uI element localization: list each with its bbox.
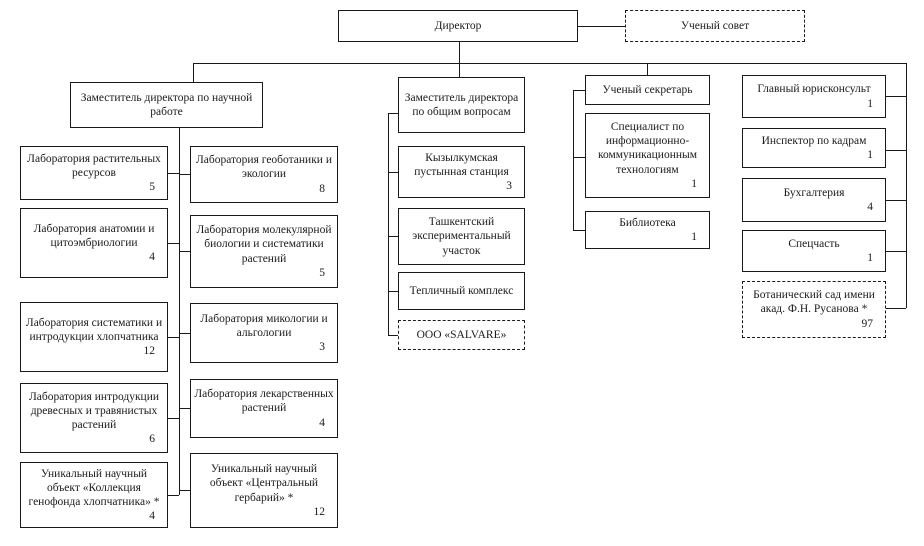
scientific-secretary-box — [585, 75, 710, 105]
accounting — [742, 178, 886, 222]
unique-object-cotton-gene-pool-count: 4 — [149, 510, 155, 523]
unique-object-central-herbarium — [190, 453, 338, 528]
kyzylkum-desert-station-label: Кызылкумская пустынная станция — [414, 151, 509, 178]
connector-line — [647, 63, 648, 75]
greenhouse-complex-label: Тепличный комплекс — [409, 284, 514, 297]
kyzylkum-desert-station-count: 3 — [506, 180, 512, 192]
unique-object-central-herbarium-label: Уникальный научный объект «Центральный гербарий» * — [209, 463, 319, 504]
connector-line — [886, 150, 906, 151]
salvare-llc — [398, 320, 525, 350]
connector-line — [388, 236, 398, 237]
director-label: Директор — [434, 19, 482, 32]
lab-anatomy-cytoembryology — [20, 208, 168, 278]
connector-line — [193, 63, 906, 64]
connector-line — [168, 418, 179, 419]
deputy-science-label: Заместитель директора по научной работе — [80, 91, 253, 118]
library-label: Библиотека — [619, 216, 676, 229]
connector-line — [906, 63, 907, 308]
lab-geobotany-ecology-count: 8 — [319, 182, 325, 195]
connector-line — [388, 335, 398, 336]
lab-cotton-systematics-introduction-count: 12 — [143, 345, 155, 357]
connector-line — [193, 63, 194, 82]
lab-mycology-algology — [190, 303, 338, 363]
special-unit-label: Спецчасть — [788, 237, 840, 250]
hr-inspector-label: Инспектор по кадрам — [761, 134, 867, 147]
director-box — [338, 10, 578, 42]
lab-anatomy-cytoembryology-count: 4 — [149, 251, 155, 263]
chief-legal-counsel-label: Главный юрисконсульт — [757, 83, 871, 96]
lab-woody-herbaceous-introduction-label: Лаборатория интродукции древесных и травянистых растений — [28, 390, 160, 431]
deputy-general-box — [398, 77, 525, 133]
scientific-council-box — [625, 10, 805, 42]
botanical-garden — [742, 281, 886, 338]
connector-line — [573, 90, 585, 91]
lab-cotton-systematics-introduction-label: Лаборатория систематики и интродукции хлопчатника — [25, 316, 163, 343]
connector-line — [573, 90, 574, 230]
connector-line — [886, 96, 906, 97]
connector-line — [168, 243, 179, 244]
ict-specialist-label: Специалист по информационно-коммуникационным технологиям — [597, 121, 698, 176]
lab-plant-resources-label: Лаборатория растительных ресурсов — [27, 152, 161, 179]
lab-woody-herbaceous-introduction — [20, 383, 168, 453]
accounting-label: Бухгалтерия — [783, 186, 845, 199]
chief-legal-counsel-count: 1 — [867, 97, 873, 110]
botanical-garden-label: Ботанический сад имени акад. Ф.Н. Русанова * — [753, 289, 875, 316]
connector-line — [388, 291, 398, 292]
connector-line — [388, 113, 398, 114]
library — [585, 211, 710, 249]
connector-line — [168, 337, 179, 338]
lab-plant-resources — [20, 146, 168, 200]
chief-legal-counsel — [742, 75, 886, 118]
hr-inspector-count: 1 — [867, 149, 873, 161]
connector-line — [179, 408, 190, 409]
lab-medicinal-plants-count: 4 — [319, 416, 325, 429]
connector-line — [388, 172, 398, 173]
hr-inspector — [742, 128, 886, 168]
unique-object-cotton-gene-pool — [20, 462, 168, 528]
special-unit — [742, 230, 886, 272]
kyzylkum-desert-station — [398, 146, 525, 198]
connector-line — [573, 157, 585, 158]
connector-line — [573, 230, 585, 231]
connector-line — [179, 174, 190, 175]
connector-line — [179, 333, 190, 334]
deputy-science-box — [70, 82, 263, 128]
greenhouse-complex — [398, 272, 525, 310]
connector-line — [168, 173, 179, 174]
connector-line — [179, 251, 190, 252]
lab-mycology-algology-count: 3 — [319, 341, 325, 353]
accounting-count: 4 — [867, 201, 873, 213]
lab-geobotany-ecology — [190, 146, 338, 203]
ict-specialist — [585, 113, 710, 198]
connector-line — [179, 490, 190, 491]
unique-object-central-herbarium-count: 12 — [313, 505, 325, 518]
ict-specialist-count: 1 — [691, 177, 697, 190]
tashkent-experimental-plot-label: Ташкентский экспериментальный участок — [412, 216, 511, 257]
lab-woody-herbaceous-introduction-count: 6 — [149, 433, 155, 446]
lab-medicinal-plants — [190, 379, 338, 438]
tashkent-experimental-plot — [398, 208, 525, 265]
special-unit-count: 1 — [867, 252, 873, 264]
scientific-secretary-label: Ученый секретарь — [602, 83, 693, 96]
connector-line — [179, 128, 180, 495]
lab-medicinal-plants-label: Лаборатория лекарственных растений — [194, 388, 334, 415]
lab-plant-resources-count: 5 — [149, 181, 155, 193]
deputy-general-label: Заместитель директора по общим вопросам — [404, 91, 519, 118]
unique-object-cotton-gene-pool-label: Уникальный научный объект «Коллекция генофонда хлопчатника» * — [28, 467, 160, 508]
lab-anatomy-cytoembryology-label: Лаборатория анатомии и цитоэмбриологии — [33, 222, 155, 249]
botanical-garden-count: 97 — [861, 317, 873, 330]
lab-molecular-biology-plant-systematics-count: 5 — [319, 266, 325, 279]
lab-cotton-systematics-introduction — [20, 302, 168, 372]
salvare-llc-label: ООО «SALVARE» — [416, 328, 507, 341]
library-count: 1 — [691, 231, 697, 243]
lab-mycology-algology-label: Лаборатория микологии и альгологии — [200, 312, 328, 339]
connector-line — [388, 113, 389, 335]
lab-molecular-biology-plant-systematics — [190, 215, 338, 288]
lab-molecular-biology-plant-systematics-label: Лаборатория молекулярной биологии и систематики растений — [196, 224, 332, 265]
connector-line — [886, 251, 906, 252]
connector-line — [578, 26, 625, 27]
connector-line — [168, 495, 179, 496]
connector-line — [459, 42, 460, 77]
scientific-council-label: Ученый совет — [680, 19, 750, 32]
connector-line — [886, 308, 906, 309]
connector-line — [886, 200, 906, 201]
lab-geobotany-ecology-label: Лаборатория геоботаники и экологии — [196, 154, 332, 181]
